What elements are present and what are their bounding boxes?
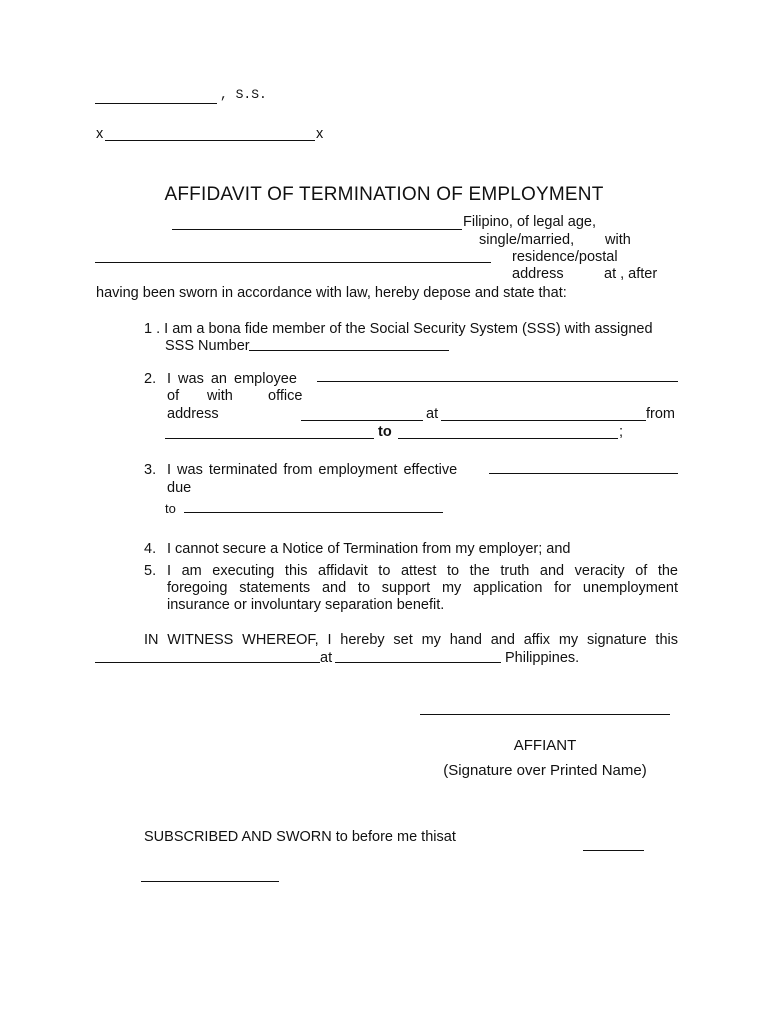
signature-caption: (Signature over Printed Name) [443,762,647,779]
witness-philippines: Philippines. [505,650,580,666]
office-address-blank[interactable] [301,420,423,421]
sss-number-blank[interactable] [249,350,449,351]
venue-x-left: x [96,126,104,142]
item5-line3: insurance or involuntary separation benefit. [167,597,445,613]
affiant-name-blank[interactable] [172,229,462,230]
signature-line[interactable] [420,714,670,715]
employment-end-blank[interactable] [398,438,618,439]
termination-date-blank[interactable] [489,473,678,474]
item3-to: to [165,501,176,516]
intro-sworn: having been sworn in accordance with law, hereby depose and state that: [96,285,567,301]
item2-with: with [207,388,233,404]
employer-blank[interactable] [317,381,678,382]
witness-date-blank[interactable] [95,662,320,663]
item2-of: of [167,388,180,404]
item2-employee: I was an employee [167,371,297,387]
item3-due: due [167,480,192,496]
item5-number: 5. [144,563,157,579]
item3-text: I was terminated from employment effective [167,462,458,478]
item4-number: 4. [144,541,157,557]
item3-number: 3. [144,462,157,478]
subscribed-text: SUBSCRIBED AND SWORN to before me thisat [144,829,456,845]
venue-ss: , S.S. [220,87,267,102]
item2-semicolon: ; [619,424,624,440]
venue-x-blank[interactable] [105,140,315,141]
item4-text: I cannot secure a Notice of Termination from my employer; and [167,541,571,557]
item5-line1: I am executing this affidavit to attest to the truth and veracity of the [167,563,678,579]
witness-at: at [320,650,333,666]
affiant-label: AFFIANT [513,737,577,754]
employment-start-blank[interactable] [165,438,374,439]
venue-blank[interactable] [95,103,217,104]
item1-text: 1 . I am a bona fide member of the Social Security System (SSS) with assigned [144,321,653,337]
intro-residence: residence/postal [512,249,618,265]
officer-signature-blank[interactable] [141,881,279,882]
residence-blank[interactable] [95,262,491,263]
item1-sss-label: SSS Number [165,338,250,354]
intro-with: with [605,232,631,248]
item2-office: office [268,388,303,404]
office-location-blank[interactable] [441,420,646,421]
witness-place-blank[interactable] [335,662,501,663]
termination-reason-blank[interactable] [184,512,443,513]
item2-at: at [426,406,439,422]
intro-status: single/married, [479,232,575,248]
item2-to: to [378,424,392,440]
intro-address: address [512,266,564,282]
intro-filipino: Filipino, of legal age, [463,214,596,230]
item5-line2: foregoing statements and to support my application for unemployment [167,580,678,596]
page-title: AFFIDAVIT OF TERMINATION OF EMPLOYMENT [164,184,604,205]
witness-text: IN WITNESS WHEREOF, I hereby set my hand and affix my signature this [144,632,678,648]
venue-x-right: x [316,126,324,142]
item2-from: from [646,406,675,422]
subscribed-date-blank[interactable] [583,850,644,851]
item2-number: 2. [144,371,157,387]
item2-address: address [167,406,219,422]
intro-at-after: at , after [604,266,658,282]
